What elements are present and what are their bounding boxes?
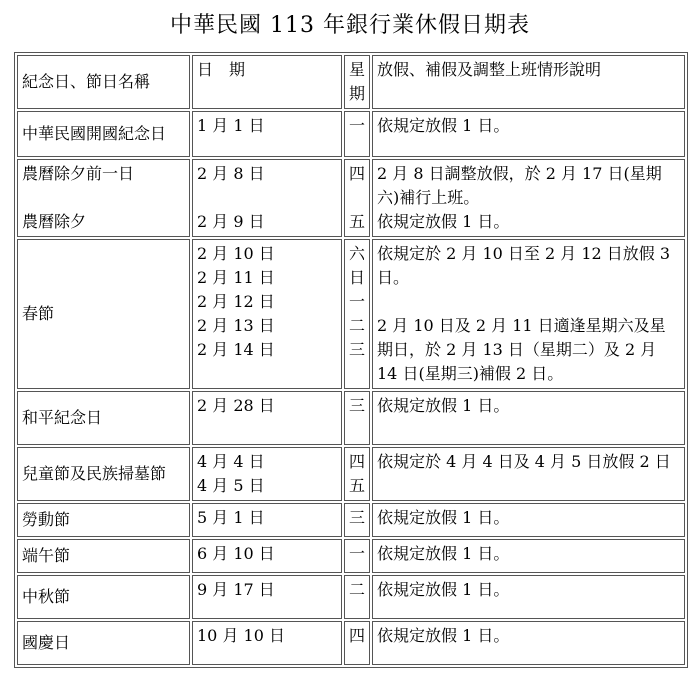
holiday-notes [372, 539, 685, 573]
holiday-name: 中華民國開國紀念日 [17, 111, 190, 157]
holiday-weekday: 五 [349, 476, 366, 495]
holiday-weekdays [344, 447, 370, 501]
holiday-date: 2 月 14 日 [197, 340, 275, 359]
holiday-name: 春節 [17, 239, 190, 389]
holiday-date: 9 月 17 日 [197, 580, 275, 599]
holiday-weekday: 一 [349, 116, 366, 135]
table-row [17, 159, 685, 237]
header-name: 紀念日、節日名稱 [17, 55, 190, 109]
holiday-name: 農曆除夕 [22, 212, 87, 231]
holiday-note: 依規定放假 1 日。 [377, 626, 510, 645]
table-row [17, 575, 685, 619]
holiday-weekdays [344, 621, 370, 665]
holiday-weekdays [344, 503, 370, 537]
holiday-notes [372, 447, 685, 501]
holiday-weekday: 四 [349, 626, 366, 645]
holiday-name-group [17, 159, 190, 237]
holiday-note: 2 月 8 日調整放假，於 2 月 17 日(星期六)補行上班。 [377, 164, 662, 207]
holiday-date: 1 月 1 日 [197, 116, 265, 135]
holiday-weekdays [344, 239, 370, 389]
holiday-dates [192, 539, 342, 573]
holiday-notes [372, 621, 685, 665]
page-title: 中華民國 113 年銀行業休假日期表 [170, 13, 530, 38]
holiday-table [14, 52, 688, 668]
holiday-note: 依規定放假 1 日。 [377, 544, 510, 563]
holiday-name: 中秋節 [17, 575, 190, 619]
holiday-weekday: 三 [349, 340, 366, 359]
holiday-weekday: 五 [349, 212, 366, 231]
holiday-date: 2 月 12 日 [197, 292, 275, 311]
holiday-dates [192, 621, 342, 665]
holiday-weekdays [344, 111, 370, 157]
holiday-weekday: 二 [349, 580, 366, 599]
holiday-note: 依規定放假 1 日。 [377, 396, 510, 415]
holiday-notes [372, 159, 685, 237]
holiday-note: 依規定放假 1 日。 [377, 116, 510, 135]
holiday-note: 依規定放假 1 日。 [377, 580, 510, 599]
header-weekday [344, 55, 370, 109]
holiday-name: 和平紀念日 [17, 391, 190, 445]
holiday-note: 依規定於 4 月 4 日及 4 月 5 日放假 2 日 [377, 452, 671, 471]
holiday-weekday: 二 [349, 316, 366, 335]
holiday-weekday: 一 [349, 544, 366, 563]
holiday-date: 6 月 10 日 [197, 544, 275, 563]
holiday-weekdays [344, 391, 370, 445]
holiday-note: 依規定放假 1 日。 [377, 212, 510, 231]
holiday-date: 2 月 9 日 [197, 212, 265, 231]
holiday-weekdays [344, 539, 370, 573]
holiday-notes [372, 111, 685, 157]
holiday-weekday: 三 [349, 508, 366, 527]
header-date: 日 期 [192, 55, 342, 109]
holiday-date: 2 月 10 日 [197, 244, 275, 263]
holiday-notes [372, 503, 685, 537]
table-row [17, 447, 685, 501]
table-row [17, 539, 685, 573]
holiday-weekdays [344, 575, 370, 619]
holiday-weekdays [344, 159, 370, 237]
holiday-dates [192, 575, 342, 619]
holiday-weekday: 日 [349, 268, 366, 287]
holiday-dates [192, 391, 342, 445]
holiday-dates [192, 503, 342, 537]
holiday-dates [192, 447, 342, 501]
holiday-weekday: 一 [349, 292, 366, 311]
holiday-date: 2 月 13 日 [197, 316, 275, 335]
holiday-note: 2 月 10 日及 2 月 11 日適逢星期六及星期日，於 2 月 13 日（星期二）及 2 月 14 日(星期三)補假 2 日。 [377, 316, 666, 383]
holiday-dates [192, 159, 342, 237]
holiday-dates [192, 111, 342, 157]
holiday-name: 端午節 [17, 539, 190, 573]
table-row [17, 111, 685, 157]
holiday-note: 依規定放假 1 日。 [377, 508, 510, 527]
holiday-date: 4 月 4 日 [197, 452, 265, 471]
holiday-name: 農曆除夕前一日 [22, 164, 135, 183]
table-row [17, 391, 685, 445]
holiday-date: 5 月 1 日 [197, 508, 265, 527]
table-row [17, 239, 685, 389]
holiday-weekday: 六 [349, 244, 366, 263]
table-row [17, 621, 685, 665]
holiday-notes [372, 391, 685, 445]
holiday-date: 10 月 10 日 [197, 626, 285, 645]
holiday-date: 2 月 28 日 [197, 396, 275, 415]
holiday-name: 國慶日 [17, 621, 190, 665]
header-weekday-1: 星 [349, 60, 366, 79]
holiday-weekday: 四 [349, 164, 366, 183]
holiday-weekday: 三 [349, 396, 366, 415]
table-header-row [17, 55, 685, 109]
holiday-notes [372, 239, 685, 389]
holiday-dates [192, 239, 342, 389]
holiday-date: 4 月 5 日 [197, 476, 265, 495]
header-weekday-2: 期 [349, 84, 366, 103]
holiday-name: 勞動節 [17, 503, 190, 537]
holiday-notes [372, 575, 685, 619]
holiday-name: 兒童節及民族掃墓節 [17, 447, 190, 501]
holiday-date: 2 月 8 日 [197, 164, 265, 183]
header-note: 放假、補假及調整上班情形說明 [372, 55, 685, 109]
holiday-date: 2 月 11 日 [197, 268, 275, 287]
table-row [17, 503, 685, 537]
holiday-note: 依規定於 2 月 10 日至 2 月 12 日放假 3 日。 [377, 244, 671, 287]
holiday-weekday: 四 [349, 452, 366, 471]
